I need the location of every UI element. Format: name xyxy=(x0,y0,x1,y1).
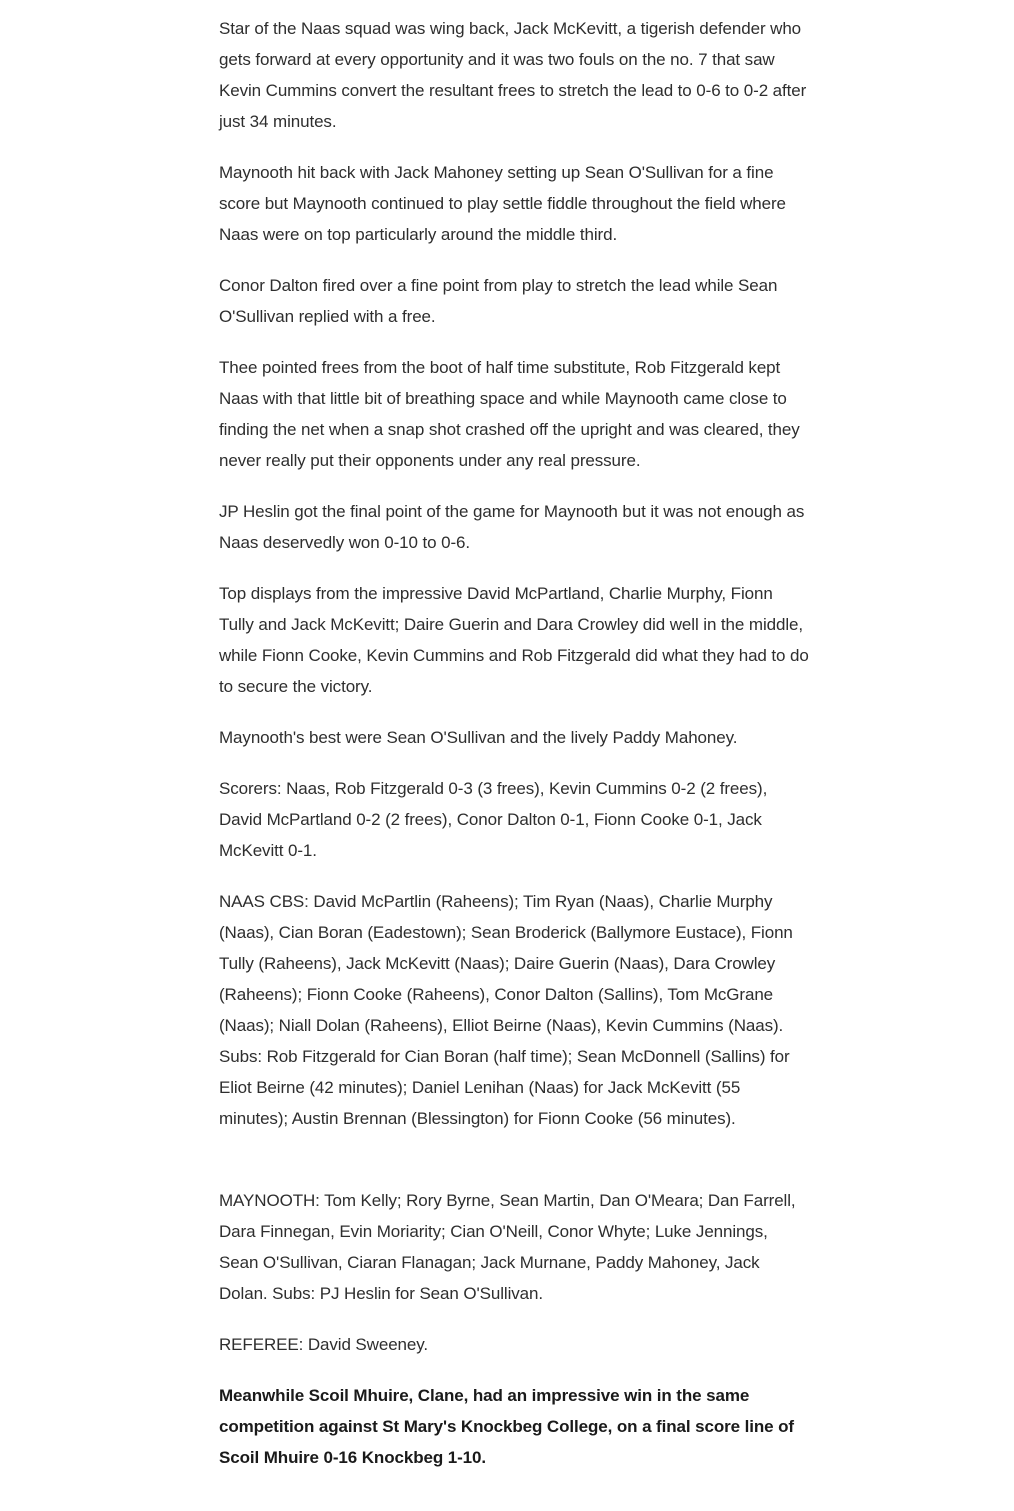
paragraph-other-result: Meanwhile Scoil Mhuire, Clane, had an impressive win in the same competition against St Mary's Knockbeg College, on a final score line of Scoil Mhuire 0-16 Knockbeg 1-10. xyxy=(219,1386,794,1467)
paragraph-match-report-4: Thee pointed frees from the boot of half time substitute, Rob Fitzgerald kept Naas with that little bit of breathing space and while Maynooth came close to finding the net when a snap shot crashed off the upright and was cleared, they never really put their opponents under any real pressure. xyxy=(219,358,800,470)
paragraph-match-report-3: Conor Dalton fired over a fine point from play to stretch the lead while Sean O'Sullivan replied with a free. xyxy=(219,276,778,326)
paragraph-scorers: Scorers: Naas, Rob Fitzgerald 0-3 (3 frees), Kevin Cummins 0-2 (2 frees), David McPartland 0-2 (2 frees), Conor Dalton 0-1, Fionn Cooke 0-1, Jack McKevitt 0-1. xyxy=(219,779,768,860)
paragraph-maynooth-team: MAYNOOTH: Tom Kelly; Rory Byrne, Sean Martin, Dan O'Meara; Dan Farrell, Dara Finnegan, Evin Moriarity; Cian O'Neill, Conor Whyte; Luke Jennings, Sean O'Sullivan, Ciaran Flanagan; Jack Murnane, Paddy Mahoney, Jack Dolan. Subs: PJ Heslin for Sean O'Sullivan. xyxy=(219,1191,796,1303)
paragraph-match-report-1: Star of the Naas squad was wing back, Jack McKevitt, a tigerish defender who gets forward at every opportunity and it was two fouls on the no. 7 that saw Kevin Cummins convert the resultant frees to stretch the lead to 0-6 to 0-2 after just 34 minutes. xyxy=(219,19,807,131)
article-body xyxy=(219,13,811,1473)
paragraph-match-report-2: Maynooth hit back with Jack Mahoney setting up Sean O'Sullivan for a fine score but Maynooth continued to play settle fiddle throughout the field where Naas were on top particularly around the middle third. xyxy=(219,163,786,244)
paragraph-match-report-5: JP Heslin got the final point of the game for Maynooth but it was not enough as Naas deservedly won 0-10 to 0-6. xyxy=(219,502,805,552)
paragraph-top-displays: Top displays from the impressive David McPartland, Charlie Murphy, Fionn Tully and Jack McKevitt; Daire Guerin and Dara Crowley did well in the middle, while Fionn Cooke, Kevin Cummins and Rob Fitzgerald did what they had to do to secure the victory. xyxy=(219,584,809,696)
paragraph-maynooth-best: Maynooth's best were Sean O'Sullivan and the lively Paddy Mahoney. xyxy=(219,728,738,747)
paragraph-referee: REFEREE: David Sweeney. xyxy=(219,1335,429,1354)
paragraph-naas-team: NAAS CBS: David McPartlin (Raheens); Tim Ryan (Naas), Charlie Murphy (Naas), Cian Boran (Eadestown); Sean Broderick (Ballymore Eustace), Fionn Tully (Raheens), Jack McKevitt (Naas); Daire Guerin (Naas), Dara Crowley (Raheens); Fionn Cooke (Raheens), Conor Dalton (Sallins), Tom McGrane (Naas); Niall Dolan (Raheens), Elliot Beirne (Naas), Kevin Cummins (Naas). Subs: Rob Fitzgerald for Cian Boran (half time); Sean McDonnell (Sallins) for Eliot Beirne (42 minutes); Daniel Lenihan (Naas) for Jack McKevitt (55 minutes); Austin Brennan (Blessington) for Fionn Cooke (56 minutes). xyxy=(219,892,793,1128)
